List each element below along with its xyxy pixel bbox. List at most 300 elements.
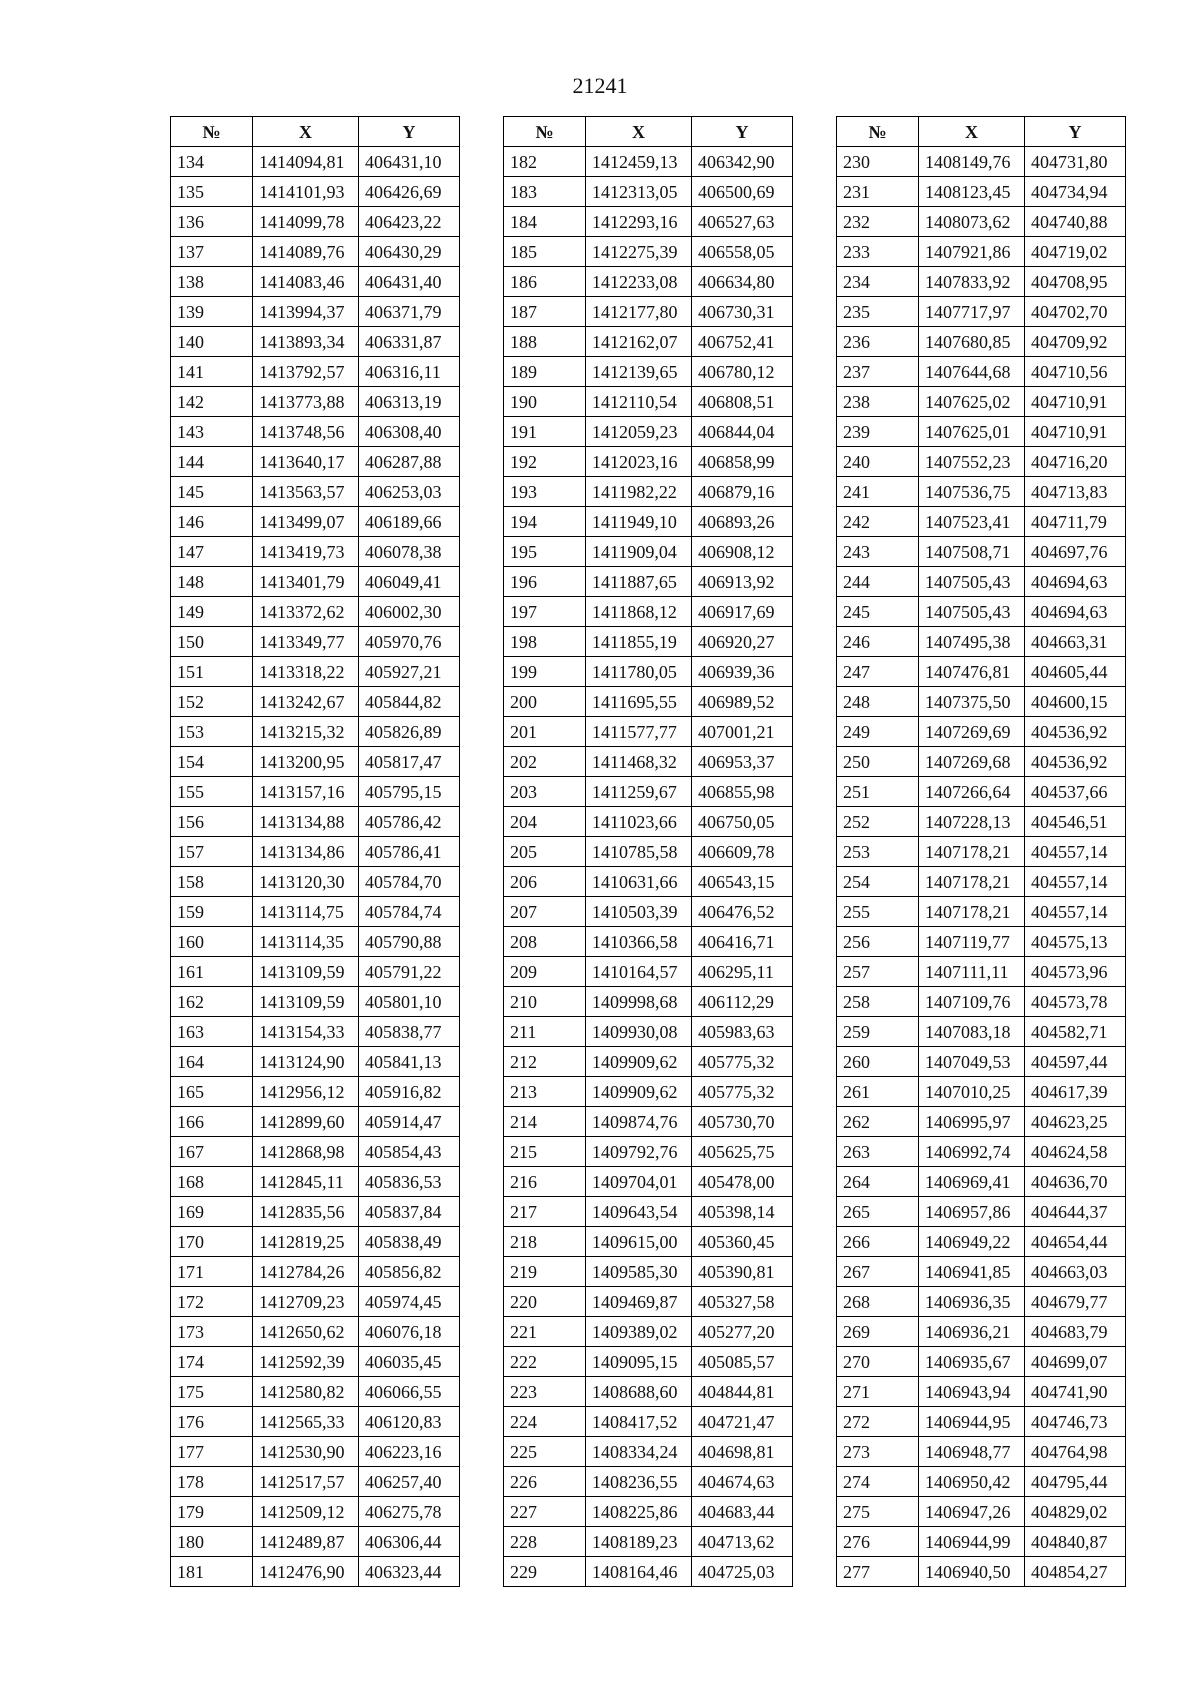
cell-y: 406076,18 [359, 1317, 460, 1347]
cell-number: 200 [504, 687, 586, 717]
table-row [837, 327, 1126, 357]
cell-x: 1408225,86 [586, 1497, 692, 1527]
cell-x: 1412819,25 [253, 1227, 359, 1257]
cell-x: 1412275,39 [586, 237, 692, 267]
cell-x: 1410785,58 [586, 837, 692, 867]
cell-y: 404746,73 [1025, 1407, 1126, 1437]
cell-y: 404721,47 [692, 1407, 793, 1437]
cell-number: 212 [504, 1047, 586, 1077]
cell-number: 178 [171, 1467, 253, 1497]
cell-x: 1413748,56 [253, 417, 359, 447]
cell-x: 1407536,75 [919, 477, 1025, 507]
cell-number: 229 [504, 1557, 586, 1587]
cell-y: 404636,70 [1025, 1167, 1126, 1197]
cell-x: 1412530,90 [253, 1437, 359, 1467]
table-row [504, 1227, 793, 1257]
cell-number: 190 [504, 387, 586, 417]
cell-y: 405914,47 [359, 1107, 460, 1137]
cell-number: 196 [504, 567, 586, 597]
cell-y: 404679,77 [1025, 1287, 1126, 1317]
table-row [504, 237, 793, 267]
cell-number: 220 [504, 1287, 586, 1317]
table-row [171, 1407, 460, 1437]
header-y: Y [1025, 117, 1126, 147]
table-row [171, 297, 460, 327]
cell-x: 1408417,52 [586, 1407, 692, 1437]
table-row [504, 297, 793, 327]
cell-y: 405817,47 [359, 747, 460, 777]
cell-number: 160 [171, 927, 253, 957]
table-row [171, 1197, 460, 1227]
cell-number: 192 [504, 447, 586, 477]
cell-x: 1409909,62 [586, 1077, 692, 1107]
coordinates-table-3 [836, 116, 1126, 1587]
table-row [837, 1527, 1126, 1557]
cell-x: 1413109,59 [253, 957, 359, 987]
cell-y: 406543,15 [692, 867, 793, 897]
table-row [504, 897, 793, 927]
cell-number: 156 [171, 807, 253, 837]
cell-number: 243 [837, 537, 919, 567]
cell-number: 142 [171, 387, 253, 417]
cell-y: 405327,58 [692, 1287, 793, 1317]
cell-number: 153 [171, 717, 253, 747]
cell-x: 1412023,16 [586, 447, 692, 477]
table-row [837, 1437, 1126, 1467]
cell-number: 204 [504, 807, 586, 837]
cell-number: 249 [837, 717, 919, 747]
cell-y: 406295,11 [692, 957, 793, 987]
table-row [504, 387, 793, 417]
table-row [171, 147, 460, 177]
cell-y: 404617,39 [1025, 1077, 1126, 1107]
cell-x: 1406992,74 [919, 1137, 1025, 1167]
cell-y: 406808,51 [692, 387, 793, 417]
cell-number: 241 [837, 477, 919, 507]
table-row [504, 927, 793, 957]
table-row [504, 417, 793, 447]
cell-y: 405838,49 [359, 1227, 460, 1257]
cell-number: 191 [504, 417, 586, 447]
cell-x: 1412784,26 [253, 1257, 359, 1287]
table-row [171, 447, 460, 477]
cell-y: 406750,05 [692, 807, 793, 837]
cell-number: 268 [837, 1287, 919, 1317]
cell-x: 1413124,90 [253, 1047, 359, 1077]
cell-x: 1413792,57 [253, 357, 359, 387]
table-row [171, 1107, 460, 1137]
cell-number: 189 [504, 357, 586, 387]
cell-number: 228 [504, 1527, 586, 1557]
cell-number: 217 [504, 1197, 586, 1227]
cell-y: 406002,30 [359, 597, 460, 627]
cell-y: 407001,21 [692, 717, 793, 747]
cell-number: 180 [171, 1527, 253, 1557]
cell-y: 405970,76 [359, 627, 460, 657]
cell-number: 245 [837, 597, 919, 627]
cell-x: 1407269,69 [919, 717, 1025, 747]
table-row [171, 1287, 460, 1317]
cell-number: 263 [837, 1137, 919, 1167]
table-row [504, 1287, 793, 1317]
table-row [837, 1407, 1126, 1437]
cell-y: 406423,22 [359, 207, 460, 237]
table-row [504, 1467, 793, 1497]
header-number: № [837, 117, 919, 147]
cell-y: 406112,29 [692, 987, 793, 1017]
cell-number: 251 [837, 777, 919, 807]
cell-x: 1409704,01 [586, 1167, 692, 1197]
cell-x: 1409095,15 [586, 1347, 692, 1377]
cell-y: 404698,81 [692, 1437, 793, 1467]
table-row [171, 1557, 460, 1587]
cell-x: 1407049,53 [919, 1047, 1025, 1077]
cell-y: 405791,22 [359, 957, 460, 987]
table-row [837, 1017, 1126, 1047]
cell-y: 404663,31 [1025, 627, 1126, 657]
header-number: № [504, 117, 586, 147]
cell-number: 261 [837, 1077, 919, 1107]
cell-number: 194 [504, 507, 586, 537]
cell-number: 157 [171, 837, 253, 867]
cell-y: 404716,20 [1025, 447, 1126, 477]
cell-x: 1407228,13 [919, 807, 1025, 837]
table-row [504, 1167, 793, 1197]
table-row [504, 867, 793, 897]
table-row [504, 177, 793, 207]
table-row [837, 1377, 1126, 1407]
table-row [837, 387, 1126, 417]
cell-x: 1413134,88 [253, 807, 359, 837]
table-row [504, 477, 793, 507]
coordinates-table-1 [170, 116, 460, 1587]
table-row [171, 237, 460, 267]
cell-x: 1412956,12 [253, 1077, 359, 1107]
table-row [504, 1497, 793, 1527]
cell-x: 1406949,22 [919, 1227, 1025, 1257]
cell-number: 230 [837, 147, 919, 177]
cell-y: 406275,78 [359, 1497, 460, 1527]
table-row [171, 1167, 460, 1197]
cell-x: 1414094,81 [253, 147, 359, 177]
cell-y: 404536,92 [1025, 747, 1126, 777]
cell-x: 1413401,79 [253, 567, 359, 597]
table-row [504, 537, 793, 567]
table-row [171, 1257, 460, 1287]
cell-number: 149 [171, 597, 253, 627]
cell-number: 199 [504, 657, 586, 687]
cell-number: 224 [504, 1407, 586, 1437]
cell-x: 1412835,56 [253, 1197, 359, 1227]
cell-x: 1409998,68 [586, 987, 692, 1017]
table-row [504, 1437, 793, 1467]
cell-number: 269 [837, 1317, 919, 1347]
cell-x: 1406948,77 [919, 1437, 1025, 1467]
cell-number: 167 [171, 1137, 253, 1167]
cell-number: 169 [171, 1197, 253, 1227]
cell-y: 405784,74 [359, 897, 460, 927]
cell-y: 405360,45 [692, 1227, 793, 1257]
table-row [171, 777, 460, 807]
table-header-row [837, 117, 1126, 147]
cell-x: 1407921,86 [919, 237, 1025, 267]
cell-y: 406189,66 [359, 507, 460, 537]
cell-y: 404546,51 [1025, 807, 1126, 837]
table-row [504, 1107, 793, 1137]
cell-x: 1412313,05 [586, 177, 692, 207]
table-row [504, 627, 793, 657]
cell-number: 195 [504, 537, 586, 567]
cell-number: 265 [837, 1197, 919, 1227]
header-x: X [919, 117, 1025, 147]
cell-y: 406049,41 [359, 567, 460, 597]
cell-x: 1406936,35 [919, 1287, 1025, 1317]
cell-number: 150 [171, 627, 253, 657]
cell-y: 406879,16 [692, 477, 793, 507]
cell-x: 1407109,76 [919, 987, 1025, 1017]
cell-number: 214 [504, 1107, 586, 1137]
cell-number: 273 [837, 1437, 919, 1467]
cell-number: 247 [837, 657, 919, 687]
cell-y: 404557,14 [1025, 867, 1126, 897]
cell-number: 143 [171, 417, 253, 447]
cell-y: 405775,32 [692, 1077, 793, 1107]
cell-number: 238 [837, 387, 919, 417]
table-row [837, 237, 1126, 267]
coordinates-table-2 [503, 116, 793, 1587]
cell-x: 1406944,95 [919, 1407, 1025, 1437]
cell-y: 406858,99 [692, 447, 793, 477]
cell-number: 170 [171, 1227, 253, 1257]
cell-number: 240 [837, 447, 919, 477]
cell-x: 1413120,30 [253, 867, 359, 897]
cell-y: 405398,14 [692, 1197, 793, 1227]
cell-number: 177 [171, 1437, 253, 1467]
cell-number: 223 [504, 1377, 586, 1407]
table-row [171, 267, 460, 297]
table-row [171, 837, 460, 867]
cell-number: 258 [837, 987, 919, 1017]
cell-number: 259 [837, 1017, 919, 1047]
table-row [171, 417, 460, 447]
table-row [837, 1287, 1126, 1317]
table-row [504, 567, 793, 597]
cell-number: 146 [171, 507, 253, 537]
cell-y: 404623,25 [1025, 1107, 1126, 1137]
cell-x: 1406936,21 [919, 1317, 1025, 1347]
header-y: Y [359, 117, 460, 147]
cell-number: 221 [504, 1317, 586, 1347]
cell-number: 208 [504, 927, 586, 957]
cell-y: 405625,75 [692, 1137, 793, 1167]
cell-y: 406430,29 [359, 237, 460, 267]
cell-y: 404694,63 [1025, 597, 1126, 627]
cell-y: 406989,52 [692, 687, 793, 717]
table-row [171, 1497, 460, 1527]
cell-number: 250 [837, 747, 919, 777]
table-row [171, 987, 460, 1017]
cell-number: 260 [837, 1047, 919, 1077]
cell-number: 222 [504, 1347, 586, 1377]
table-row [837, 1227, 1126, 1257]
table-row [504, 957, 793, 987]
cell-y: 406752,41 [692, 327, 793, 357]
cell-number: 138 [171, 267, 253, 297]
cell-y: 405854,43 [359, 1137, 460, 1167]
cell-x: 1412233,08 [586, 267, 692, 297]
cell-x: 1414101,93 [253, 177, 359, 207]
cell-y: 404654,44 [1025, 1227, 1126, 1257]
cell-x: 1407111,11 [919, 957, 1025, 987]
cell-y: 406287,88 [359, 447, 460, 477]
cell-number: 183 [504, 177, 586, 207]
cell-x: 1413893,34 [253, 327, 359, 357]
cell-x: 1412517,57 [253, 1467, 359, 1497]
cell-x: 1408073,62 [919, 207, 1025, 237]
cell-y: 404575,13 [1025, 927, 1126, 957]
cell-y: 406331,87 [359, 327, 460, 357]
cell-y: 406780,12 [692, 357, 793, 387]
cell-y: 405974,45 [359, 1287, 460, 1317]
cell-x: 1409930,08 [586, 1017, 692, 1047]
table-row [504, 1527, 793, 1557]
cell-number: 266 [837, 1227, 919, 1257]
cell-y: 404710,91 [1025, 417, 1126, 447]
cell-number: 226 [504, 1467, 586, 1497]
table-row [171, 387, 460, 417]
cell-y: 404683,44 [692, 1497, 793, 1527]
cell-y: 404731,80 [1025, 147, 1126, 177]
cell-y: 404829,02 [1025, 1497, 1126, 1527]
cell-y: 406066,55 [359, 1377, 460, 1407]
table-row [171, 1017, 460, 1047]
table-row [504, 747, 793, 777]
table-row [837, 1077, 1126, 1107]
cell-y: 406917,69 [692, 597, 793, 627]
cell-y: 404694,63 [1025, 567, 1126, 597]
table-row [504, 1077, 793, 1107]
cell-x: 1407495,38 [919, 627, 1025, 657]
table-row [504, 327, 793, 357]
cell-number: 187 [504, 297, 586, 327]
cell-number: 262 [837, 1107, 919, 1137]
cell-number: 218 [504, 1227, 586, 1257]
cell-x: 1412162,07 [586, 327, 692, 357]
cell-number: 161 [171, 957, 253, 987]
table-row [504, 987, 793, 1017]
cell-number: 252 [837, 807, 919, 837]
table-row [504, 1197, 793, 1227]
table-row [171, 657, 460, 687]
table-row [504, 837, 793, 867]
table-row [504, 687, 793, 717]
table-row [171, 687, 460, 717]
cell-number: 198 [504, 627, 586, 657]
cell-x: 1408688,60 [586, 1377, 692, 1407]
table-row [171, 537, 460, 567]
cell-y: 406223,16 [359, 1437, 460, 1467]
table-row [171, 567, 460, 597]
cell-number: 202 [504, 747, 586, 777]
cell-y: 405786,42 [359, 807, 460, 837]
table-row [837, 1107, 1126, 1137]
cell-number: 186 [504, 267, 586, 297]
cell-y: 405841,13 [359, 1047, 460, 1077]
cell-y: 406476,52 [692, 897, 793, 927]
table-row [837, 1257, 1126, 1287]
cell-y: 405390,81 [692, 1257, 793, 1287]
cell-number: 275 [837, 1497, 919, 1527]
table-row [837, 657, 1126, 687]
cell-y: 406313,19 [359, 387, 460, 417]
table-row [171, 807, 460, 837]
table-row [837, 417, 1126, 447]
cell-y: 404844,81 [692, 1377, 793, 1407]
cell-y: 404713,62 [692, 1527, 793, 1557]
table-row [504, 717, 793, 747]
cell-x: 1412592,39 [253, 1347, 359, 1377]
cell-number: 209 [504, 957, 586, 987]
table-row [171, 627, 460, 657]
cell-number: 175 [171, 1377, 253, 1407]
header-x: X [253, 117, 359, 147]
cell-number: 193 [504, 477, 586, 507]
table-row [504, 1317, 793, 1347]
cell-x: 1411780,05 [586, 657, 692, 687]
cell-y: 406634,80 [692, 267, 793, 297]
table-row [504, 267, 793, 297]
cell-number: 234 [837, 267, 919, 297]
cell-x: 1407508,71 [919, 537, 1025, 567]
cell-y: 405085,57 [692, 1347, 793, 1377]
cell-y: 404582,71 [1025, 1017, 1126, 1047]
table-row [171, 327, 460, 357]
cell-y: 405795,15 [359, 777, 460, 807]
table-row [837, 1047, 1126, 1077]
cell-number: 205 [504, 837, 586, 867]
cell-x: 1411949,10 [586, 507, 692, 537]
cell-x: 1406947,26 [919, 1497, 1025, 1527]
cell-x: 1406941,85 [919, 1257, 1025, 1287]
cell-x: 1408236,55 [586, 1467, 692, 1497]
cell-number: 276 [837, 1527, 919, 1557]
cell-x: 1413372,62 [253, 597, 359, 627]
table-row [837, 867, 1126, 897]
cell-x: 1412899,60 [253, 1107, 359, 1137]
cell-number: 264 [837, 1167, 919, 1197]
cell-number: 162 [171, 987, 253, 1017]
cell-x: 1413109,59 [253, 987, 359, 1017]
cell-number: 255 [837, 897, 919, 927]
cell-x: 1407178,21 [919, 837, 1025, 867]
cell-number: 219 [504, 1257, 586, 1287]
cell-y: 404624,58 [1025, 1137, 1126, 1167]
table-row [504, 1047, 793, 1077]
cell-y: 406920,27 [692, 627, 793, 657]
cell-y: 406306,44 [359, 1527, 460, 1557]
cell-y: 405478,00 [692, 1167, 793, 1197]
cell-number: 203 [504, 777, 586, 807]
cell-number: 254 [837, 867, 919, 897]
cell-number: 176 [171, 1407, 253, 1437]
cell-x: 1406944,99 [919, 1527, 1025, 1557]
table-row [171, 507, 460, 537]
table-row [504, 207, 793, 237]
table-row [837, 1497, 1126, 1527]
table-row [171, 357, 460, 387]
cell-number: 139 [171, 297, 253, 327]
table-row [837, 747, 1126, 777]
